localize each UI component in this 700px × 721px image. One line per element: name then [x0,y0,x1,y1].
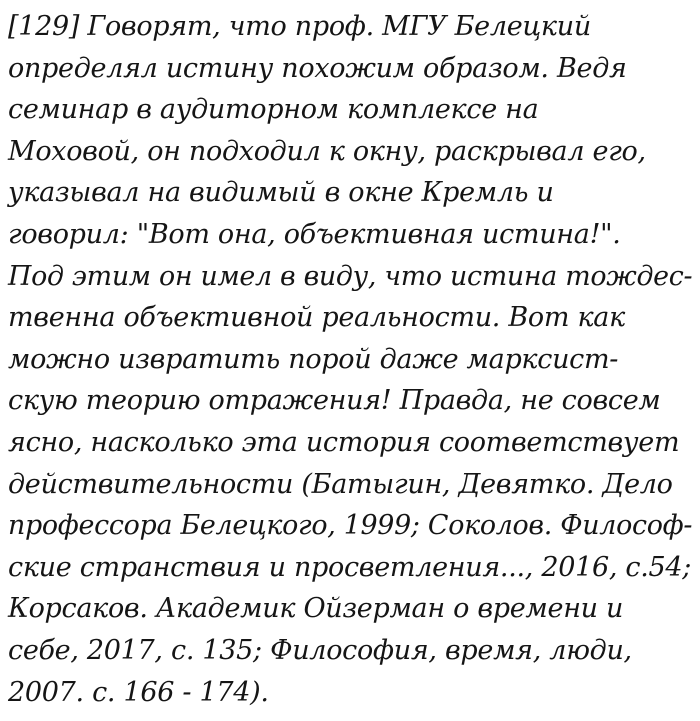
note-line: говорил: "Вот она, объективная истина!". [8,218,621,250]
note-line: указывал на видимый в окне Кремль и [8,177,554,209]
note-line: действительности (Батыгин, Девятко. Дело [8,468,673,500]
note-line: себе, 2017, с. 135; Философия, время, люди, [8,634,632,666]
note-line: определял истину похожим образом. Ведя [8,52,627,84]
note-line: семинар в аудиторном комплексе на [8,94,539,126]
note-line: Под этим он имел в виду, что истина тождес- [8,260,693,292]
note-line: можно извратить порой даже марксист- [8,343,619,375]
note-line: 2007. с. 166 - 174). [8,676,269,708]
note-line: [129] Говорят, что проф. МГУ Белецкий [8,11,591,42]
handwritten-note [8,6,696,713]
note-line: твенна объективной реальности. Вот как [8,302,625,334]
note-line: Моховой, он подходил к окну, раскрывал его, [8,135,646,167]
note-line: скую теорию отражения! Правда, не совсем [8,385,661,417]
note-line: ясно, насколько эта история соответствует [8,426,680,458]
note-line: ские странствия и просветления..., 2016, с.54; [8,551,692,583]
note-line: профессора Белецкого, 1999; Соколов. Философ- [8,510,693,542]
note-line: Корсаков. Академик Ойзерман о времени и [8,593,624,625]
